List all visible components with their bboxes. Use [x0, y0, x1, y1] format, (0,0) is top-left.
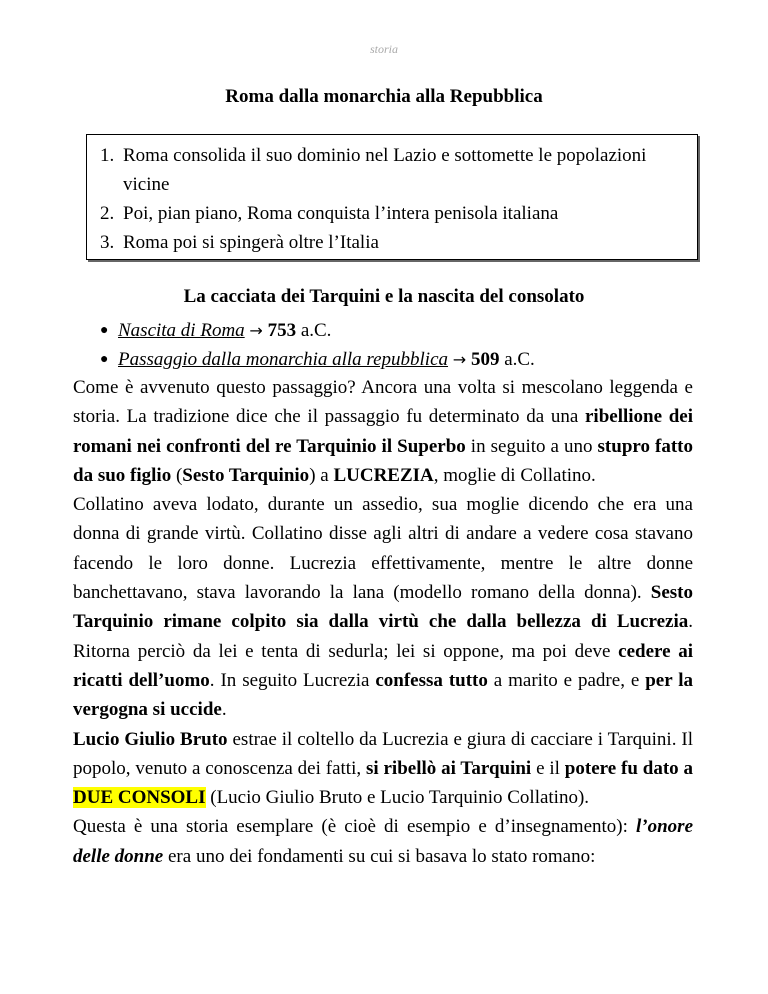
- timeline-year: 753: [267, 320, 297, 341]
- bold-run: stupro fatto da suo figlio: [73, 435, 693, 486]
- bullet-icon: ●: [100, 352, 109, 367]
- text-run: ) a: [309, 464, 334, 486]
- text-run: . In seguito Lucrezia: [209, 669, 376, 691]
- bold-run: Sesto Tarquinio rimane colpito sia dalla virtù che dalla bellezza di Lucrezia: [73, 582, 693, 633]
- timeline-event: Passaggio dalla monarchia alla repubblica: [118, 349, 449, 370]
- bold-run: cedere ai ricatti dell’uomo: [73, 640, 694, 691]
- timeline-list: [100, 316, 535, 374]
- timeline-event: Nascita di Roma: [118, 320, 245, 341]
- document-title: Roma dalla monarchia alla Repubblica: [225, 86, 543, 107]
- text-run: in seguito a uno: [465, 435, 598, 457]
- bold-run: confessa tutto: [375, 669, 488, 691]
- text-run: e il: [531, 757, 565, 779]
- timeline-suffix: a.C.: [499, 349, 535, 370]
- text-run: , moglie di Collatino.: [433, 464, 596, 486]
- summary-item: 2. Poi, pian piano, Roma conquista l’intera penisola italiana: [119, 199, 697, 228]
- timeline-item: [100, 345, 535, 374]
- text-run: Questa è una storia esemplare (è cioè di esempio e d’insegnamento):: [73, 816, 636, 838]
- bold-run: Lucio Giulio Bruto: [73, 728, 228, 750]
- text-run: . Ritorna perciò da lei e tenta di sedurla; lei si oppone, ma poi deve: [73, 611, 693, 662]
- text-run: a marito e padre, e: [487, 669, 646, 691]
- summary-item: 1. Roma consolida il suo dominio nel Lazio e sottomette le popolazioni vicine: [119, 141, 697, 199]
- summary-item: 3. Roma poi si spingerà oltre l’Italia: [119, 228, 697, 257]
- text-run: estrae il coltello da Lucrezia e giura di cacciare i Tarquini. Il popolo, venuto a conoscenza dei fatti,: [73, 728, 694, 779]
- arrow-right-icon: →: [249, 321, 263, 340]
- text-run: Collatino aveva lodato, durante un assedio, sua moglie dicendo che era una donna di grande virtù. Collatino disse agli altri di andare a vedere cosa stavano facendo le loro donne. Lucrezia effettivamente, mentre le altre donne banchettavano, stava lavorando la lana (modello romano della donna).: [73, 494, 693, 604]
- paragraph-4: [73, 812, 693, 871]
- bold-italic-run: l’onore delle donne: [73, 816, 693, 867]
- body-text: [73, 373, 693, 871]
- summary-box: [86, 134, 698, 260]
- page-header-label: storia: [369, 42, 398, 56]
- bold-run: LUCREZIA: [333, 464, 434, 486]
- bold-run: ribellione dei romani nei confronti del re Tarquinio il Superbo: [73, 406, 694, 457]
- text-run: .: [221, 699, 227, 721]
- bold-run: per la vergogna si uccide: [73, 669, 694, 721]
- bold-run: Sesto Tarquinio: [182, 464, 310, 486]
- bold-run: si ribellò ai Tarquini: [365, 757, 532, 779]
- text-run: (: [171, 464, 183, 486]
- paragraph-2: [73, 490, 693, 724]
- bullet-icon: ●: [100, 323, 109, 338]
- text-run: (Lucio Giulio Bruto e Lucio Tarquinio Collatino).: [205, 787, 590, 809]
- text-run: era uno dei fondamenti su cui si basava lo stato romano:: [163, 845, 596, 867]
- paragraph-1: [73, 373, 693, 490]
- timeline-item: [100, 316, 535, 345]
- section-title: La cacciata dei Tarquini e la nascita del consolato: [183, 286, 585, 307]
- arrow-right-icon: →: [452, 350, 467, 369]
- summary-list: [97, 141, 697, 257]
- bold-run: potere fu dato a: [564, 757, 694, 779]
- timeline-suffix: a.C.: [296, 320, 332, 341]
- text-run: Come è avvenuto questo passaggio? Ancora una volta si mescolano leggenda e storia. La tradizione dice che il passaggio fu determinato da una: [73, 377, 693, 428]
- paragraph-3: [73, 725, 693, 813]
- timeline-year: 509: [470, 349, 500, 370]
- highlighted-run: DUE CONSOLI: [73, 787, 206, 809]
